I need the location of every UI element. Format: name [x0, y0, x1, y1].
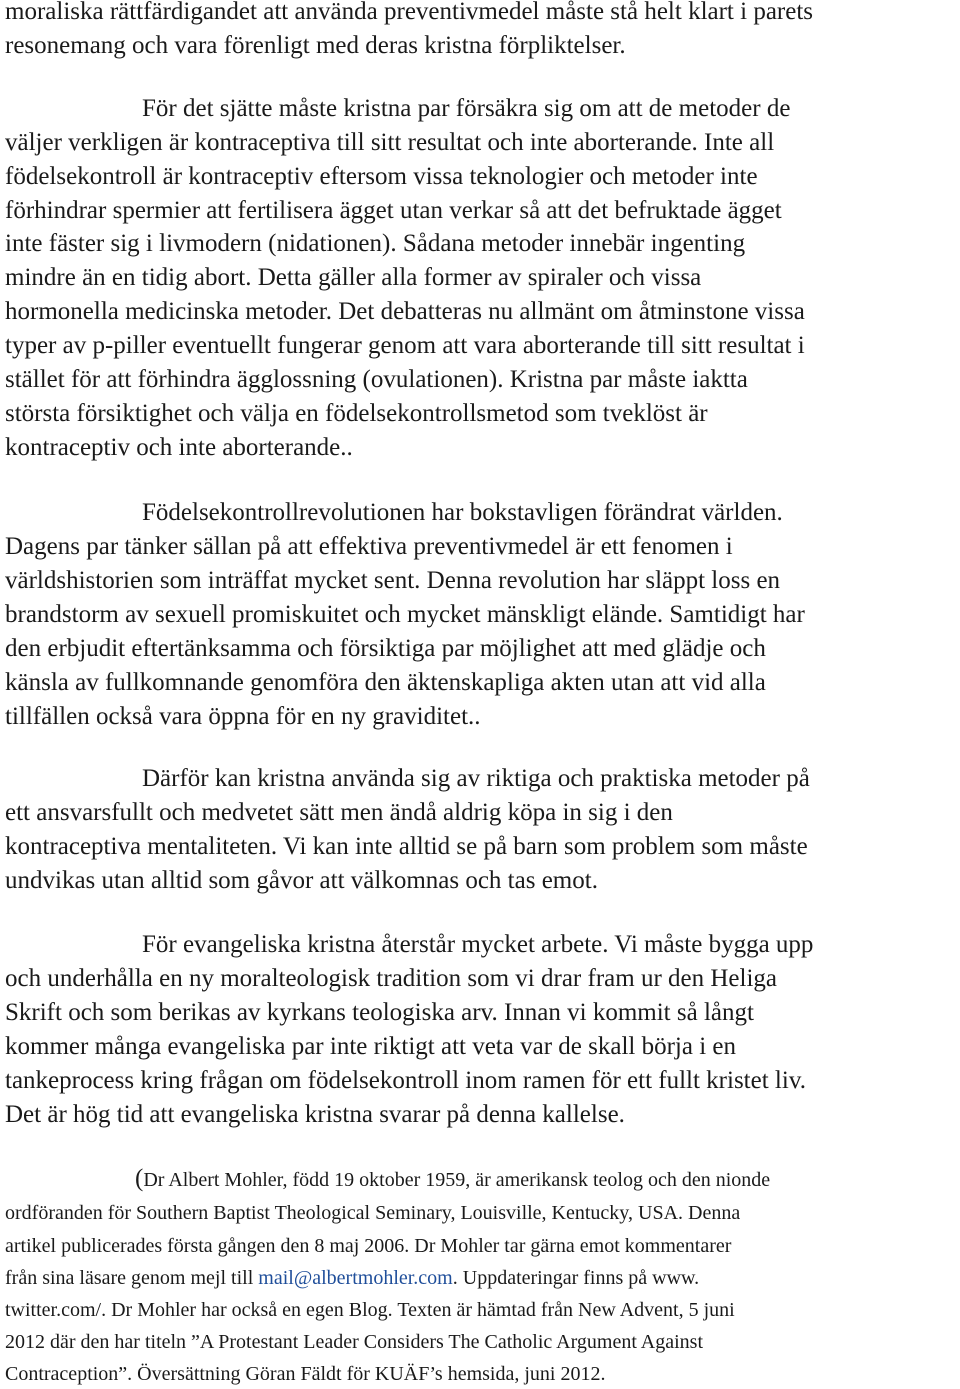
text-line: största försiktighet och välja en födelsekontrollsmetod som tveklöst är [5, 400, 708, 427]
note-line: ordföranden för Southern Baptist Theological Seminary, Louisville, Kentucky, USA. Denna [5, 1202, 741, 1224]
text-line: världshistorien som inträffat mycket sent. Denna revolution har släppt loss en [5, 567, 781, 594]
note-line [5, 1265, 699, 1291]
note-line: 2012 där den har titeln ”A Protestant Leader Considers The Catholic Argument Against [5, 1331, 704, 1353]
text-line: födelsekontroll är kontraceptiv eftersom vissa teknologier och metoder inte [5, 163, 758, 190]
text-line: För evangeliska kristna återstår mycket arbete. Vi måste bygga upp [142, 931, 814, 958]
text-line: kontraceptiva mentaliteten. Vi kan inte alltid se på barn som problem som måste [5, 833, 808, 860]
text-line: För det sjätte måste kristna par försäkra sig om att de metoder de [142, 95, 791, 122]
text-line: moraliska rättfärdigandet att använda preventivmedel måste stå helt klart i parets [5, 0, 814, 25]
text-line: kontraceptiv och inte aborterande.. [5, 434, 353, 461]
note-line: Contraception”. Översättning Göran Fäldt för KUÄF’s hemsida, juni 2012. [5, 1363, 606, 1385]
note-line: artikel publicerades första gången den 8 maj 2006. Dr Mohler tar gärna emot kommentarer [5, 1235, 732, 1257]
email-link[interactable]: mail@albertmohler.com [258, 1267, 453, 1289]
note-text: . Uppdateringar finns på www. [452, 1267, 700, 1289]
text-line: känsla av fullkomnande genomföra den äktenskapliga akten utan att vid alla [5, 669, 766, 696]
text-line: kommer många evangeliska par inte riktigt att veta var de skall börja i en [5, 1033, 736, 1060]
text-line: inte fäster sig i livmodern (nidationen). Sådana metoder innebär ingenting [5, 230, 746, 257]
note-text: från sina läsare genom mejl till [5, 1267, 259, 1289]
text-line: typer av p-piller eventuellt fungerar genom att vara aborterande till sitt resultat i [5, 332, 805, 359]
text-line: tillfällen också vara öppna för en ny graviditet.. [5, 703, 481, 730]
note-line [135, 1166, 770, 1192]
text-line: väljer verkligen är kontraceptiva till sitt resultat och inte aborterande. Inte all [5, 129, 775, 156]
text-line: brandstorm av sexuell promiskuitet och mycket mänskligt elände. Samtidigt har [5, 601, 805, 628]
text-line: Skrift och som berikas av kyrkans teologiska arv. Innan vi kommit så långt [5, 999, 754, 1026]
text-line: undvikas utan alltid som gåvor att välkomnas och tas emot. [5, 867, 598, 894]
text-line: Det är hög tid att evangeliska kristna svarar på denna kallelse. [5, 1101, 625, 1128]
text-line: tankeprocess kring frågan om födelsekontroll inom ramen för ett fullt kristet liv. [5, 1067, 806, 1094]
note-line: twitter.com/. Dr Mohler har också en egen Blog. Texten är hämtad från New Advent, 5 juni [5, 1299, 735, 1321]
text-line: hormonella medicinska metoder. Det debatteras nu allmänt om åtminstone vissa [5, 298, 805, 325]
text-line: Födelsekontrollrevolutionen har bokstavligen förändrat världen. [142, 499, 783, 526]
text-line: mindre än en tidig abort. Detta gäller alla former av spiraler och vissa [5, 264, 702, 291]
text-line: Därför kan kristna använda sig av riktiga och praktiska metoder på [142, 765, 810, 792]
text-line: ett ansvarsfullt och medvetet sätt men ändå aldrig köpa in sig i den [5, 799, 673, 826]
text-line: Dagens par tänker sällan på att effektiva preventivmedel är ett fenomen i [5, 533, 733, 560]
text-line: förhindrar spermier att fertilisera ägget utan verkar så att det befruktade ägget [5, 197, 782, 224]
text-line: och underhålla en ny moralteologisk tradition som vi drar fram ur den Heliga [5, 965, 777, 992]
open-parenthesis: ( [135, 1165, 144, 1192]
text-line: stället för att förhindra ägglossning (ovulationen). Kristna par måste iaktta [5, 366, 748, 393]
text-line: den erbjudit eftertänksamma och försiktiga par möjlighet att med glädje och [5, 635, 766, 662]
text-line: resonemang och vara förenligt med deras kristna förpliktelser. [5, 32, 626, 59]
note-text: Dr Albert Mohler, född 19 oktober 1959, är amerikansk teolog och den nionde [143, 1169, 771, 1191]
